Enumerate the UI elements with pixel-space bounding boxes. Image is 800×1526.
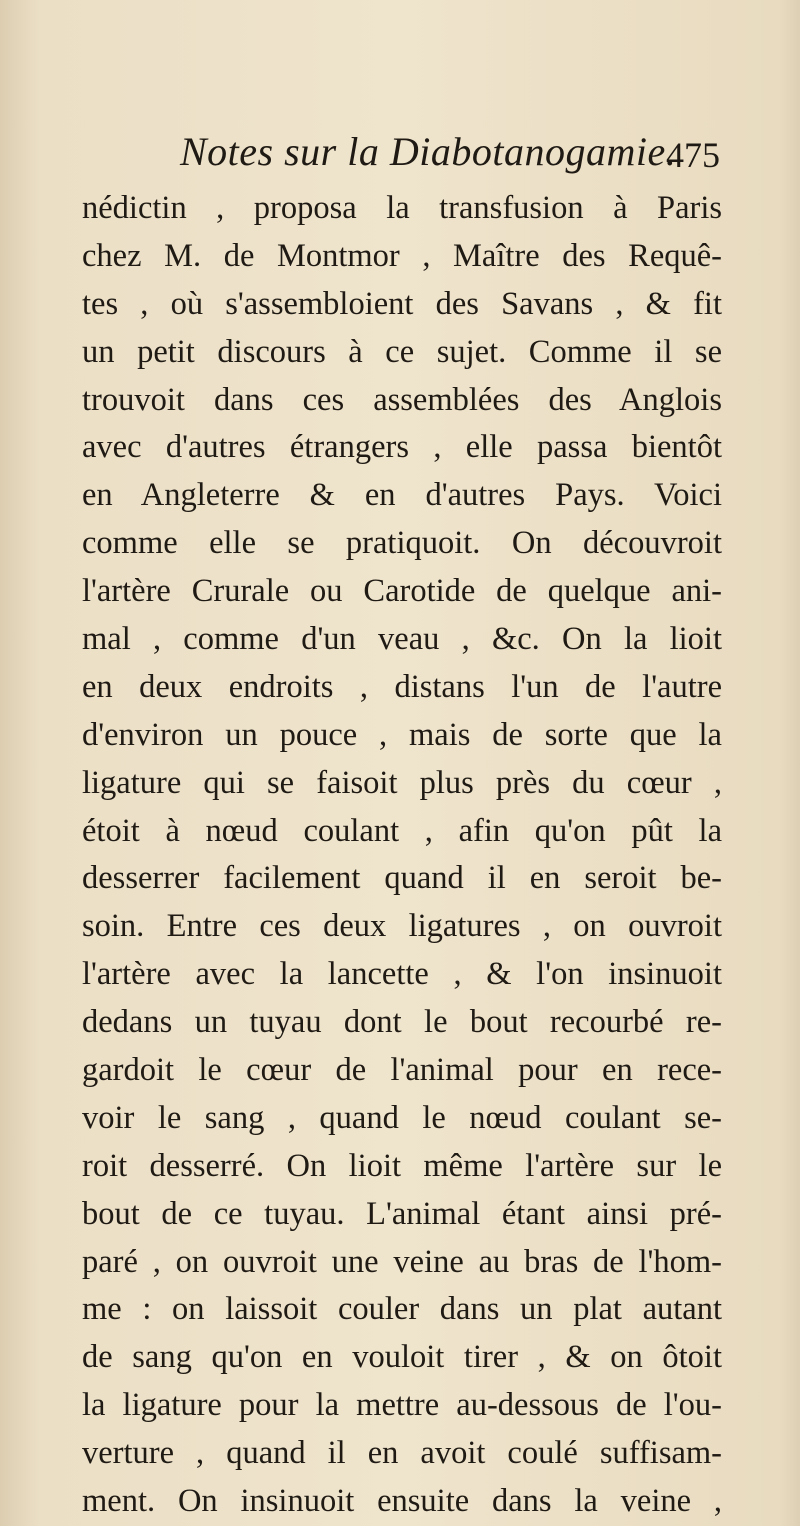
- text-line: l'artère Crurale ou Carotide de quelque ani-: [82, 573, 722, 610]
- text-line: nédictin , proposa la transfusion à Paris: [82, 190, 722, 226]
- text-line: en Angleterre & en d'autres Pays. Voici: [82, 477, 722, 514]
- text-line: en deux endroits , distans l'un de l'autre: [82, 668, 722, 705]
- text-line: d'environ un pouce , mais de sorte que la: [82, 716, 722, 753]
- text-line: la ligature pour la mettre au-dessous de l'ou-: [82, 1387, 722, 1424]
- text-line: bout de ce tuyau. L'animal étant ainsi pré-: [82, 1195, 722, 1232]
- text-line: dedans un tuyau dont le bout recourbé re-: [82, 1004, 722, 1041]
- text-line: paré , on ouvroit une veine au bras de l'hom-: [82, 1243, 722, 1280]
- text-line: roit desserré. On lioit même l'artère sur le: [82, 1147, 722, 1184]
- text-line: chez M. de Montmor , Maître des Requê-: [82, 237, 722, 274]
- text-line: voir le sang , quand le nœud coulant se-: [82, 1099, 722, 1136]
- text-line: verture , quand il en avoit coulé suffisam-: [82, 1435, 722, 1472]
- text-line: trouvoit dans ces assemblées des Anglois: [82, 381, 722, 418]
- page-number: 475: [666, 135, 720, 175]
- text-line: de sang qu'on en vouloit tirer , & on ôtoit: [82, 1339, 722, 1376]
- text-line: gardoit le cœur de l'animal pour en rece-: [82, 1052, 722, 1089]
- text-line: ment. On insinuoit ensuite dans la veine ,: [82, 1483, 722, 1520]
- text-line: un petit discours à ce sujet. Comme il se: [82, 333, 722, 370]
- text-line: étoit à nœud coulant , afin qu'on pût la: [82, 812, 722, 849]
- text-line: mal , comme d'un veau , &c. On la lioit: [82, 621, 722, 658]
- text-line: ligature qui se faisoit plus près du cœur ,: [82, 764, 722, 801]
- text-line: desserrer facilement quand il en seroit be-: [82, 860, 722, 897]
- text-line: tes , où s'assembloient des Savans , & fit: [82, 285, 722, 322]
- text-line: avec d'autres étrangers , elle passa bientôt: [82, 429, 722, 466]
- text-line: l'artère avec la lancette , & l'on insinuoit: [82, 956, 722, 993]
- running-title: Notes sur la Diabotanogamie.: [180, 129, 677, 174]
- page-header: [90, 128, 720, 178]
- text-line: comme elle se pratiquoit. On découvroit: [82, 525, 722, 562]
- text-line: soin. Entre ces deux ligatures , on ouvroit: [82, 908, 722, 945]
- text-line: me : on laissoit couler dans un plat autant: [82, 1291, 722, 1328]
- body-text: [82, 185, 722, 1526]
